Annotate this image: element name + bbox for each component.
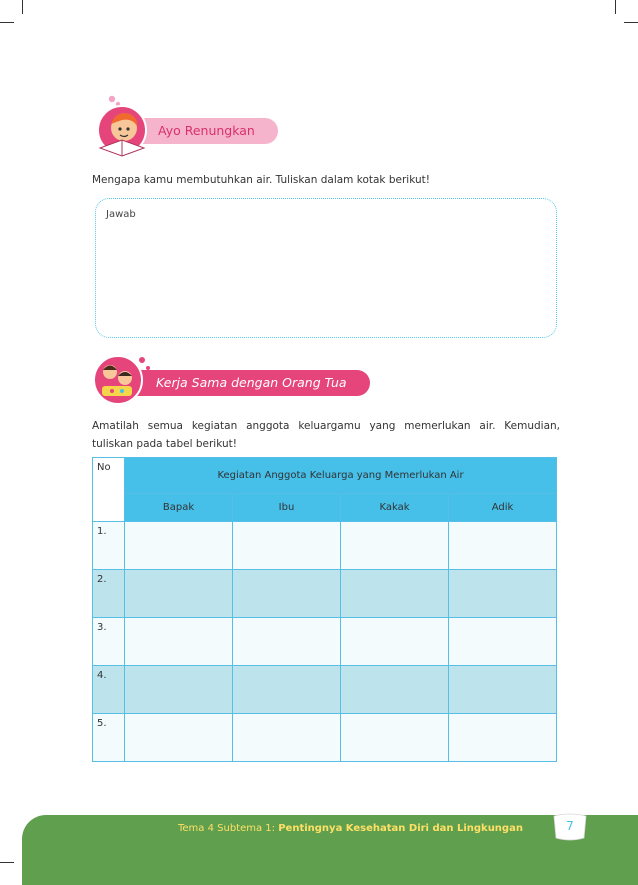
page-number-badge xyxy=(550,812,590,842)
activity-table xyxy=(92,457,557,762)
table-cell[interactable] xyxy=(233,714,341,762)
table-cell[interactable] xyxy=(233,618,341,666)
table-cell[interactable] xyxy=(125,522,233,570)
table-cell[interactable] xyxy=(233,666,341,714)
no-header: No xyxy=(93,458,125,522)
table-cell[interactable] xyxy=(341,666,449,714)
reflection-question: Mengapa kamu membutuhkan air. Tuliskan dalam kotak berikut! xyxy=(92,174,430,186)
footer-theme-title: Pentingnya Kesehatan Diri dan Lingkungan xyxy=(278,823,523,834)
table-cell[interactable] xyxy=(125,618,233,666)
table-cell[interactable] xyxy=(341,522,449,570)
crop-mark xyxy=(0,22,14,23)
table-cell[interactable] xyxy=(233,522,341,570)
page-number: 7 xyxy=(566,819,574,833)
table-cell[interactable] xyxy=(449,522,557,570)
crop-mark xyxy=(0,862,14,863)
table-cell[interactable] xyxy=(125,570,233,618)
table-cell[interactable] xyxy=(449,714,557,762)
instruction-line-1: Amatilah semua kegiatan anggota keluargamu yang memerlukan air. Kemudian, xyxy=(92,420,560,432)
cooperation-instruction xyxy=(92,417,560,453)
reflection-banner xyxy=(92,94,282,162)
cooperation-banner xyxy=(92,350,374,406)
footer-theme-prefix: Tema 4 Subtema 1: xyxy=(178,823,279,834)
column-header-adik: Adik xyxy=(449,494,557,522)
table-row xyxy=(93,714,557,762)
reflection-title: Ayo Renungkan xyxy=(126,118,278,144)
answer-box[interactable] xyxy=(95,198,557,338)
answer-label: Jawab xyxy=(106,209,136,220)
table-row xyxy=(93,522,557,570)
table-cell[interactable] xyxy=(341,714,449,762)
family-icon xyxy=(92,350,154,406)
crop-mark xyxy=(615,0,616,14)
column-header-kakak: Kakak xyxy=(341,494,449,522)
crop-mark xyxy=(22,0,23,14)
row-number: 1. xyxy=(93,522,125,570)
crop-mark xyxy=(624,22,638,23)
girl-reading-icon xyxy=(92,94,160,160)
table-row xyxy=(93,570,557,618)
table-cell[interactable] xyxy=(341,570,449,618)
row-number: 5. xyxy=(93,714,125,762)
column-header-ibu: Ibu xyxy=(233,494,341,522)
row-number: 3. xyxy=(93,618,125,666)
cooperation-title: Kerja Sama dengan Orang Tua xyxy=(134,370,370,396)
table-cell[interactable] xyxy=(341,618,449,666)
table-cell[interactable] xyxy=(125,714,233,762)
table-cell[interactable] xyxy=(125,666,233,714)
column-header-bapak: Bapak xyxy=(125,494,233,522)
instruction-line-2: tuliskan pada tabel berikut! xyxy=(92,438,237,450)
table-cell[interactable] xyxy=(449,666,557,714)
table-cell[interactable] xyxy=(449,618,557,666)
footer-theme xyxy=(178,823,523,834)
table-row xyxy=(93,618,557,666)
table-row xyxy=(93,666,557,714)
table-cell[interactable] xyxy=(449,570,557,618)
row-number: 2. xyxy=(93,570,125,618)
table-cell[interactable] xyxy=(233,570,341,618)
group-header: Kegiatan Anggota Keluarga yang Memerlukan Air xyxy=(125,458,557,494)
row-number: 4. xyxy=(93,666,125,714)
